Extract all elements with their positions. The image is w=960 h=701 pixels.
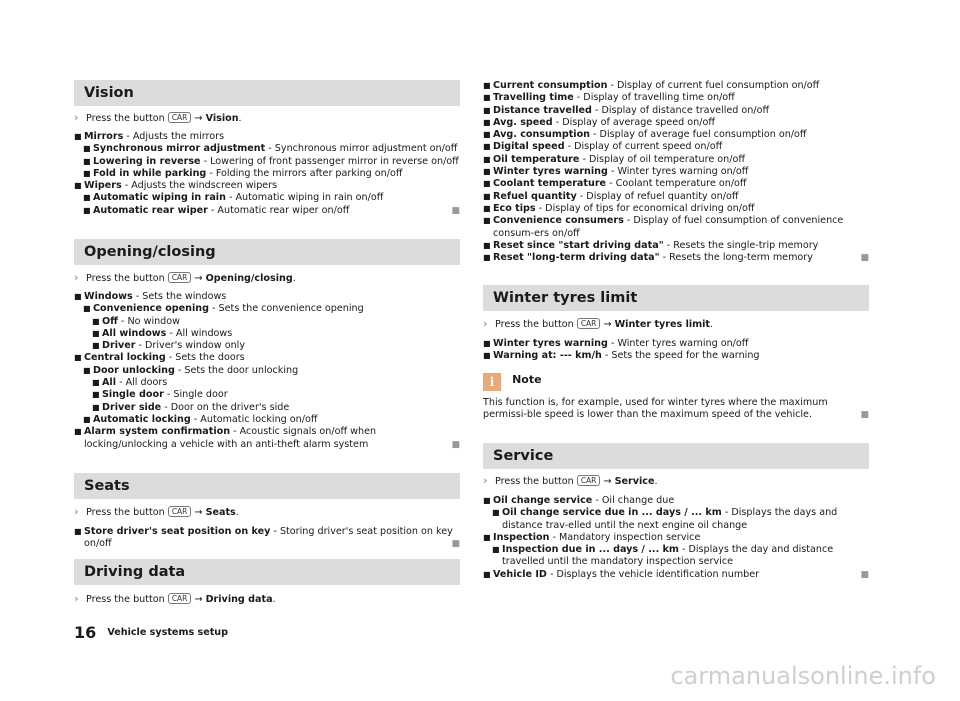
list-item: ■ Inspection due in ... days / ... km - Displays the day and distance travelled until the mandatory inspection service	[492, 544, 834, 568]
list-item: ■ Refuel quantity - Display of refuel quantity on/off	[483, 190, 739, 202]
vision-list	[74, 131, 460, 217]
list-item: ■ Driver - Driver's window only	[92, 340, 245, 352]
driving-data-list	[483, 80, 869, 264]
note-title: Note	[512, 373, 542, 386]
section-heading-winter-tyres-limit: Winter tyres limit	[483, 285, 869, 311]
list-item: ■ Eco tips - Display of tips for economical driving on/off	[483, 202, 755, 214]
car-key-icon: CAR	[168, 112, 192, 123]
list-item: ■ Digital speed - Display of current speed on/off	[483, 141, 723, 153]
list-item: ■ Current consumption - Display of current fuel consumption on/off	[483, 80, 820, 91]
list-item: ■ Convenience consumers - Display of fuel consumption of convenience consum-ers on/off	[483, 215, 844, 239]
section-heading-opening-closing: Opening/closing	[74, 239, 460, 265]
list-item: ■ Door unlocking - Sets the door unlocking	[83, 364, 299, 376]
end-mark-icon: ■	[860, 253, 869, 264]
vision-instruction: › Press the button CAR → Vision.	[74, 111, 242, 124]
info-icon: i	[483, 373, 501, 391]
chevron-icon: ›	[483, 474, 488, 487]
list-item: ■ Oil temperature - Display of oil temperature on/off	[483, 153, 745, 165]
page-footer	[74, 623, 228, 642]
list-item: ■ Wipers - Adjusts the windscreen wipers	[74, 180, 278, 192]
list-item: ■ Vehicle ID - Displays the vehicle identification number ■	[483, 568, 869, 580]
list-item: ■ Windows - Sets the windows	[74, 291, 227, 302]
car-key-icon: CAR	[577, 475, 601, 486]
list-item: ■ Automatic locking - Automatic locking on/off	[83, 413, 318, 425]
list-item: ■ Off - No window	[92, 315, 180, 327]
list-item: ■ Automatic rear wiper - Automatic rear wiper on/off ■	[83, 204, 460, 216]
list-item: ■ Winter tyres warning - Winter tyres warning on/off	[483, 166, 749, 178]
list-item: ■ Travelling time - Display of travelling time on/off	[483, 92, 735, 104]
chevron-icon: ›	[74, 505, 79, 518]
list-item: ■ Reset "long-term driving data" - Resets the long-term memory ■	[483, 252, 869, 264]
end-mark-icon: ■	[860, 410, 869, 421]
list-item: ■ Alarm system confirmation - Acoustic signals on/off when locking/unlocking a vehicle with an anti-theft alarm system ■	[74, 426, 460, 450]
footer-title: Vehicle systems setup	[107, 627, 228, 638]
list-item: ■ Store driver's seat position on key - Storing driver's seat position on key on/off ■	[74, 526, 460, 550]
section-heading-service: Service	[483, 443, 869, 469]
watermark: carmanualsonline.info	[670, 662, 936, 690]
list-item: ■ Inspection - Mandatory inspection service	[483, 531, 701, 543]
opening-list	[74, 291, 460, 451]
list-item: ■ Avg. speed - Display of average speed on/off	[483, 116, 715, 128]
service-list	[483, 495, 869, 581]
winter-list	[483, 338, 869, 363]
seats-instruction: › Press the button CAR → Seats.	[74, 505, 239, 518]
list-item: ■ Winter tyres warning - Winter tyres warning on/off	[483, 338, 749, 349]
winter-instruction: › Press the button CAR → Winter tyres limit.	[483, 317, 714, 330]
list-item: ■ All - All doors	[92, 377, 168, 389]
list-item: ■ Driver side - Door on the driver's side	[92, 401, 290, 413]
end-mark-icon: ■	[451, 205, 460, 216]
list-item: ■ Reset since "start driving data" - Resets the single-trip memory	[483, 239, 819, 251]
car-key-icon: CAR	[168, 272, 192, 283]
end-mark-icon: ■	[451, 439, 460, 450]
note-text: This function is, for example, used for winter tyres where the maximum permissi-ble speed is lower than the maximum speed of the vehicle. ■	[483, 397, 869, 421]
opening-instruction: › Press the button CAR → Opening/closing.	[74, 271, 296, 284]
list-item: ■ Convenience opening - Sets the convenience opening	[83, 303, 364, 315]
service-instruction: › Press the button CAR → Service.	[483, 474, 658, 487]
list-item: ■ Coolant temperature - Coolant temperature on/off	[483, 178, 747, 190]
driving-instruction: › Press the button CAR → Driving data.	[74, 592, 276, 605]
list-item: ■ Warning at: --- km/h - Sets the speed for the warning	[483, 350, 760, 362]
car-key-icon: CAR	[168, 506, 192, 517]
car-key-icon: CAR	[577, 318, 601, 329]
list-item: ■ Oil change service - Oil change due	[483, 495, 675, 506]
list-item: ■ Distance travelled - Display of distance travelled on/off	[483, 104, 770, 116]
end-mark-icon: ■	[451, 539, 460, 550]
chevron-icon: ›	[483, 317, 488, 330]
list-item: ■ Mirrors - Adjusts the mirrors	[74, 131, 225, 142]
chevron-icon: ›	[74, 271, 79, 284]
list-item: ■ All windows - All windows	[92, 327, 233, 339]
chevron-icon: ›	[74, 592, 79, 605]
section-heading-vision: Vision	[74, 80, 460, 106]
chevron-icon: ›	[74, 111, 79, 124]
section-heading-driving-data: Driving data	[74, 559, 460, 585]
list-item: ■ Avg. consumption - Display of average fuel consumption on/off	[483, 129, 807, 141]
car-key-icon: CAR	[168, 593, 192, 604]
list-item: ■ Synchronous mirror adjustment - Synchronous mirror adjustment on/off	[83, 143, 458, 155]
seats-list	[74, 526, 460, 551]
note-box	[483, 373, 869, 391]
list-item: ■ Automatic wiping in rain - Automatic wiping in rain on/off	[83, 192, 384, 204]
list-item: ■ Single door - Single door	[92, 389, 228, 401]
list-item: ■ Lowering in reverse - Lowering of front passenger mirror in reverse on/off	[83, 155, 459, 167]
end-mark-icon: ■	[860, 569, 869, 580]
page-number: 16	[74, 623, 97, 642]
list-item: ■ Central locking - Sets the doors	[74, 352, 245, 364]
list-item: ■ Oil change service due in ... days / ... km - Displays the days and distance trav-elled until the next engine oil change	[492, 507, 838, 531]
section-heading-seats: Seats	[74, 473, 460, 499]
list-item: ■ Fold in while parking - Folding the mirrors after parking on/off	[83, 167, 403, 179]
